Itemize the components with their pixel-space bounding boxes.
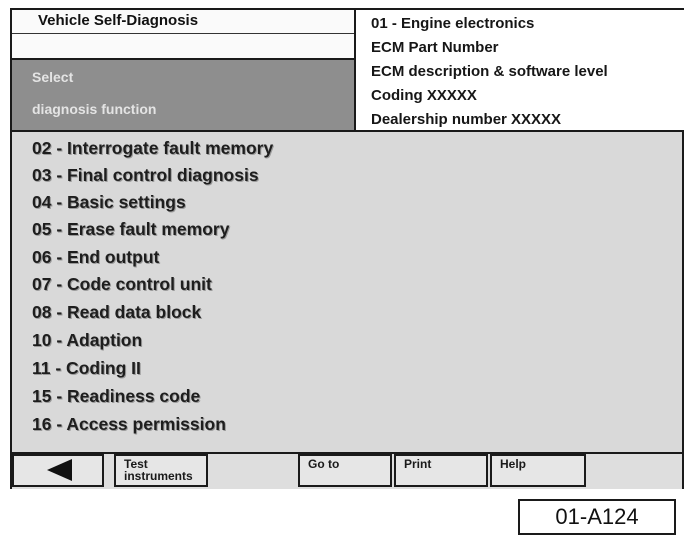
select-prompt-line2: diagnosis function	[32, 101, 157, 117]
function-08-read-data-block[interactable]: 08 - Read data block	[32, 302, 202, 322]
back-arrow-icon	[14, 456, 102, 485]
ecu-description: ECM description & software level	[371, 63, 608, 80]
function-07-code-control-unit[interactable]: 07 - Code control unit	[32, 274, 212, 294]
function-02-interrogate-fault-memory[interactable]: 02 - Interrogate fault memory	[32, 138, 274, 158]
function-list	[12, 130, 682, 452]
test-instruments-button[interactable]	[114, 454, 208, 487]
select-function-panel	[12, 60, 354, 130]
function-11-coding-ii[interactable]: 11 - Coding II	[32, 358, 141, 378]
function-05-erase-fault-memory[interactable]: 05 - Erase fault memory	[32, 219, 230, 239]
back-button[interactable]	[12, 454, 104, 487]
diagnosis-screen	[10, 8, 684, 489]
function-06-end-output[interactable]: 06 - End output	[32, 247, 160, 267]
help-button[interactable]	[490, 454, 586, 487]
function-10-adaption[interactable]: 10 - Adaption	[32, 330, 143, 350]
ecu-info-panel	[356, 10, 684, 130]
dealership-number: Dealership number XXXXX	[371, 111, 562, 128]
select-prompt-line1: Select	[32, 69, 74, 85]
figure-reference: 01-A124	[518, 499, 676, 535]
function-03-final-control-diagnosis[interactable]: 03 - Final control diagnosis	[32, 165, 259, 185]
function-15-readiness-code[interactable]: 15 - Readiness code	[32, 386, 201, 406]
help-label: Help	[500, 457, 527, 471]
function-16-access-permission[interactable]: 16 - Access permission	[32, 414, 226, 434]
print-button[interactable]	[394, 454, 488, 487]
goto-label: Go to	[308, 457, 340, 471]
app-title: Vehicle Self-Diagnosis	[12, 10, 354, 34]
button-bar	[12, 452, 682, 489]
ecu-coding: Coding XXXXX	[371, 87, 477, 104]
ecu-part-number: ECM Part Number	[371, 39, 499, 56]
print-label: Print	[404, 457, 432, 471]
test-instruments-label: Test instruments	[124, 457, 193, 483]
goto-button[interactable]	[298, 454, 392, 487]
ecu-address: 01 - Engine electronics	[371, 15, 535, 32]
status-field	[12, 34, 354, 60]
function-04-basic-settings[interactable]: 04 - Basic settings	[32, 192, 186, 212]
header-left	[12, 10, 356, 130]
